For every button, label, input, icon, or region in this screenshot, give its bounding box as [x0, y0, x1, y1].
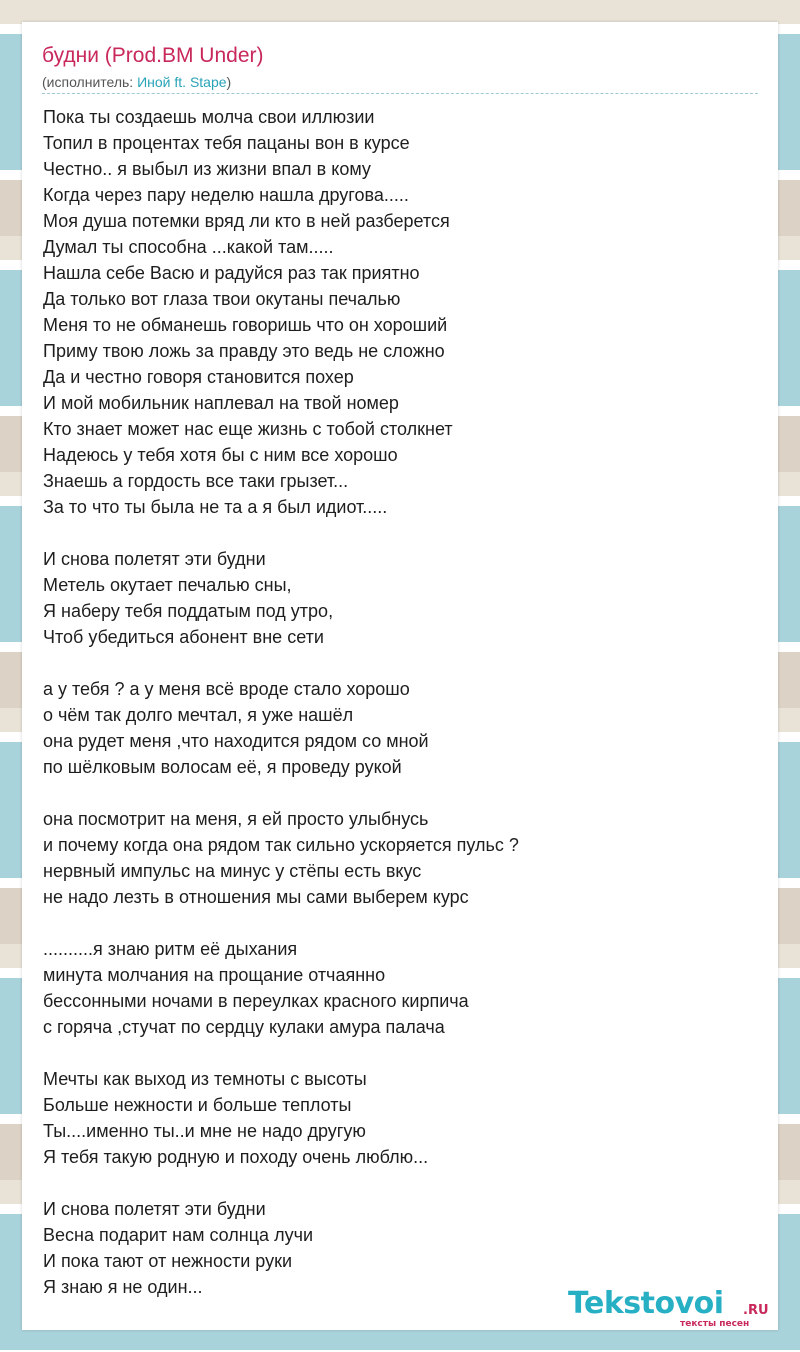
logo-wordmark: Tekstovoi [568, 1286, 724, 1321]
lyrics-card [22, 22, 778, 1330]
lyric-line: Думал ты способна ...какой там..... [43, 237, 334, 257]
lyric-line: Когда через пару неделю нашла другова..... [43, 185, 409, 205]
lyric-line: И пока тают от нежности руки [43, 1251, 293, 1271]
lyric-line: И снова полетят эти будни [43, 1199, 266, 1219]
lyric-line: Чтоб убедиться абонент вне сети [43, 627, 324, 647]
logo-tagline: тексты песен [680, 1319, 750, 1329]
lyric-line: по шёлковым волосам её, я проведу рукой [43, 757, 402, 777]
lyrics-stanza [43, 936, 763, 1040]
lyrics-stanza [43, 676, 763, 780]
lyric-line: ..........я знаю ритм её дыхания [43, 939, 298, 959]
lyric-line: минута молчания на прощание отчаянно [43, 965, 386, 985]
lyric-line: Я наберу тебя поддатым под утро, [43, 601, 334, 621]
lyric-line: Пока ты создаешь молча свои иллюзии [43, 107, 375, 127]
lyric-line: бессонными ночами в переулках красного кирпича [43, 991, 469, 1011]
lyric-line: Больше нежности и больше теплоты [43, 1095, 352, 1115]
lyric-line: Ты....именно ты..и мне не надо другую [43, 1121, 366, 1141]
lyric-line: нервный импульс на минус у стёпы есть вкус [43, 861, 422, 881]
artist-prefix: (исполнитель: [42, 74, 138, 90]
lyric-line: Знаешь а гордость все таки грызет... [43, 471, 349, 491]
site-logo[interactable] [568, 1284, 778, 1330]
lyrics-stanza [43, 546, 763, 650]
song-artist-line [42, 73, 231, 91]
artist-link[interactable]: Иной ft. Stape [137, 74, 227, 90]
lyric-line: Весна подарит нам солнца лучи [43, 1225, 313, 1245]
lyrics-stanza [43, 1066, 763, 1170]
lyric-line: И мой мобильник наплевал на твой номер [43, 393, 399, 413]
lyric-line: Честно.. я выбыл из жизни впал в кому [43, 159, 371, 179]
lyric-line: Да и честно говоря становится похер [43, 367, 354, 387]
lyric-line: Я тебя такую родную и походу очень люблю... [43, 1147, 429, 1167]
lyric-line: Топил в процентах тебя пацаны вон в курсе [43, 133, 410, 153]
lyric-line: Метель окутает печалью сны, [43, 575, 292, 595]
lyric-line: не надо лезть в отношения мы сами выберем курс [43, 887, 469, 907]
lyric-line: Приму твою ложь за правду это ведь не сложно [43, 341, 445, 361]
lyric-line: Надеюсь у тебя хотя бы с ним все хорошо [43, 445, 398, 465]
lyric-line: о чём так долго мечтал, я уже нашёл [43, 705, 354, 725]
lyrics-stanza [43, 806, 763, 910]
lyric-line: и почему когда она рядом так сильно ускоряется пульс ? [43, 835, 519, 855]
title-divider [42, 93, 758, 94]
lyric-line: За то что ты была не та а я был идиот..... [43, 497, 388, 517]
lyric-line: а у тебя ? а у меня всё вроде стало хорошо [43, 679, 410, 699]
lyric-line: с горяча ,стучат по сердцу кулаки амура палача [43, 1017, 445, 1037]
lyric-line: Кто знает может нас еще жизнь с тобой столкнет [43, 419, 453, 439]
logo-domain: .RU [743, 1303, 769, 1318]
lyric-line: Моя душа потемки вряд ли кто в ней разберется [43, 211, 450, 231]
lyrics-stanza [43, 104, 763, 520]
lyrics-body [43, 104, 763, 1326]
lyric-line: Да только вот глаза твои окутаны печалью [43, 289, 401, 309]
artist-suffix: ) [226, 74, 232, 90]
lyric-line: она рудет меня ,что находится рядом со мной [43, 731, 429, 751]
lyric-line: Нашла себе Васю и радуйся раз так приятно [43, 263, 420, 283]
song-title: будни (Prod.BM Under) [42, 44, 264, 67]
lyric-line: Меня то не обманешь говоришь что он хороший [43, 315, 448, 335]
lyric-line: Мечты как выход из темноты с высоты [43, 1069, 367, 1089]
lyric-line: Я знаю я не один... [43, 1277, 203, 1297]
lyric-line: она посмотрит на меня, я ей просто улыбнусь [43, 809, 429, 829]
lyric-line: И снова полетят эти будни [43, 549, 266, 569]
